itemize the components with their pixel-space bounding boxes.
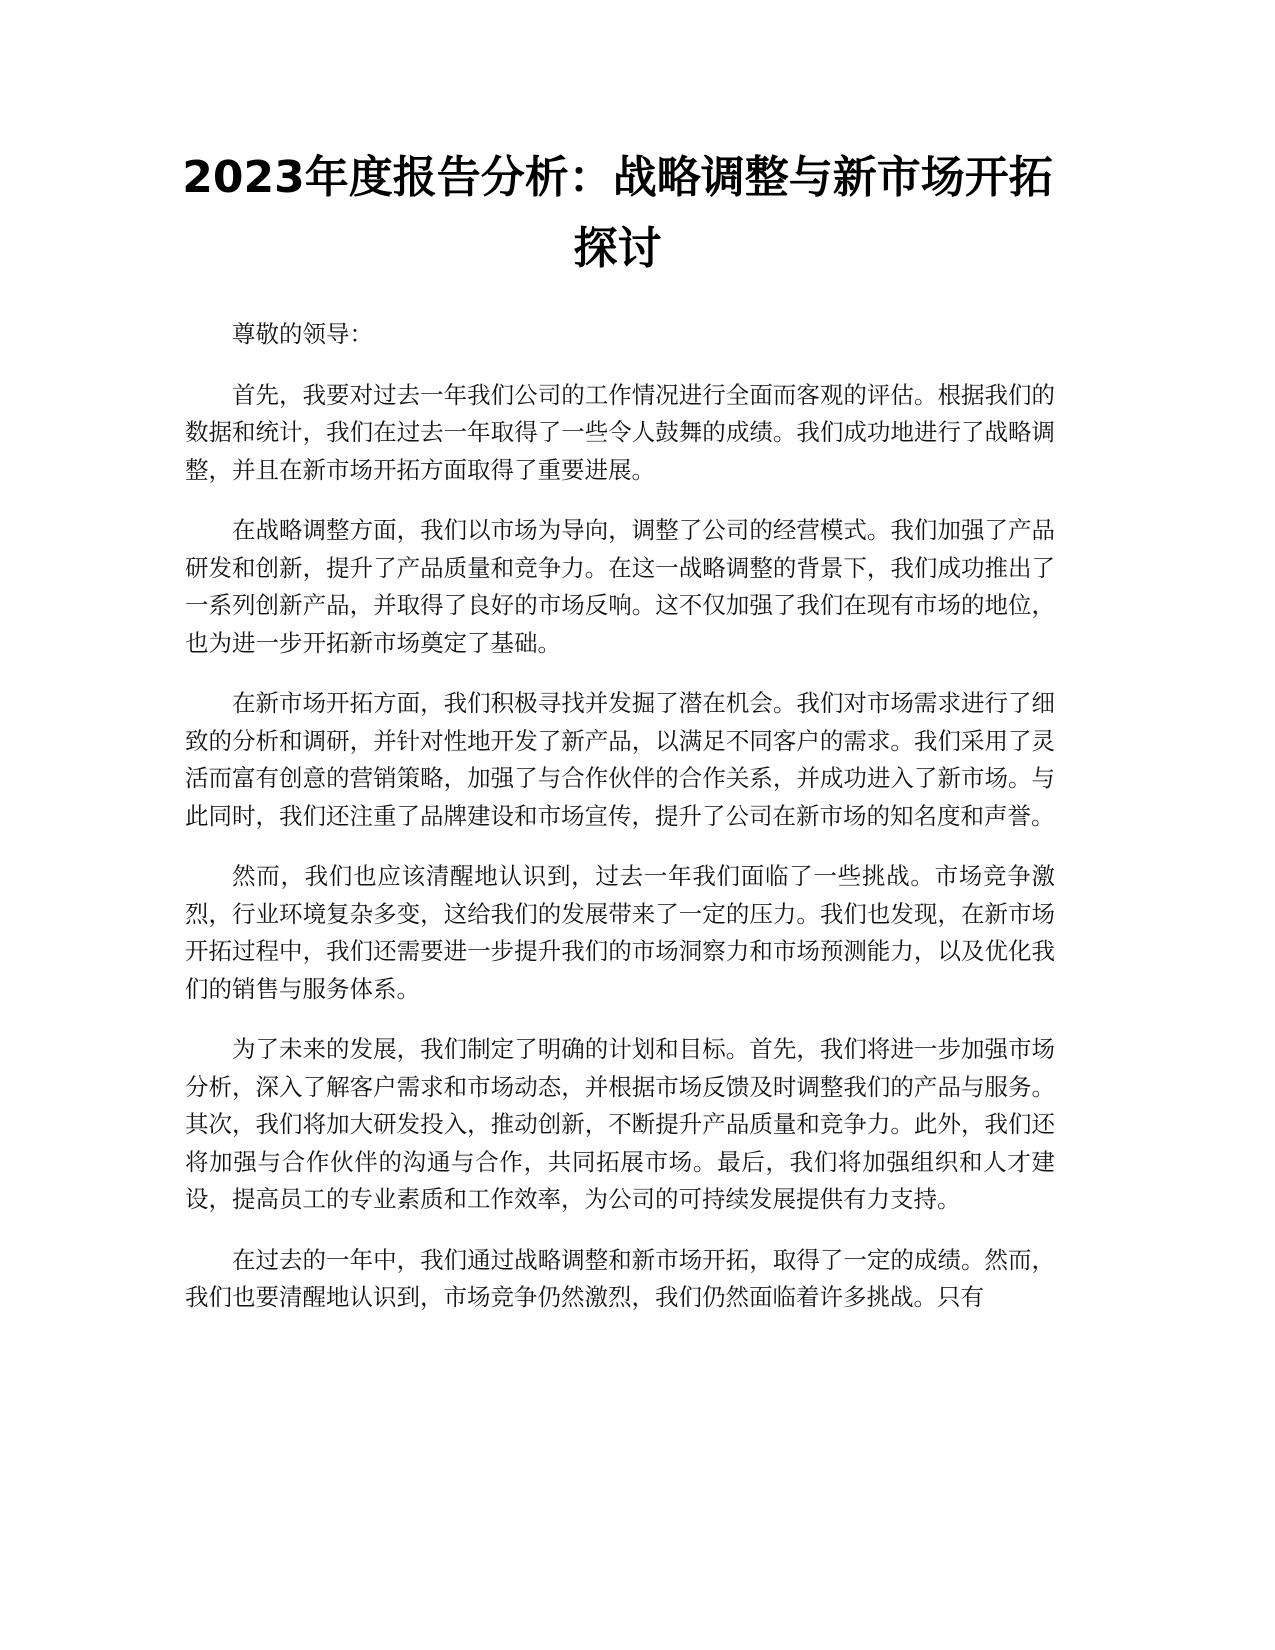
paragraph-5: 为了未来的发展，我们制定了明确的计划和目标。首先，我们将进一步加强市场分析，深入了解客户需求和市场动态，并根据市场反馈及时调整我们的产品与服务。其次，我们将加大研发投入，推动创新，不断提升产品质量和竞争力。此外，我们还将加强与合作伙伴的沟通与合作，共同拓展市场。最后，我们将加强组织和人才建设，提高员工的专业素质和工作效率，为公司的可持续发展提供有力支持。: [185, 1035, 1055, 1213]
paragraph-4: 然而，我们也应该清醒地认识到，过去一年我们面临了一些挑战。市场竞争激烈，行业环境复杂多变，这给我们的发展带来了一定的压力。我们也发现，在新市场开拓过程中，我们还需要进一步提升我们的市场洞察力和市场预测能力，以及优化我们的销售与服务体系。: [185, 862, 1055, 1003]
paragraph-1: 首先，我要对过去一年我们公司的工作情况进行全面而客观的评估。根据我们的数据和统计，我们在过去一年取得了一些令人鼓舞的成绩。我们成功地进行了战略调整，并且在新市场开拓方面取得了重要进展。: [185, 380, 1055, 484]
paragraph-2: 在战略调整方面，我们以市场为导向，调整了公司的经营模式。我们加强了产品研发和创新，提升了产品质量和竞争力。在这一战略调整的背景下，我们成功推出了一系列创新产品，并取得了良好的市场反响。这不仅加强了我们在现有市场的地位，也为进一步开拓新市场奠定了基础。: [185, 516, 1055, 657]
salutation: 尊敬的领导：: [232, 320, 373, 348]
paragraph-3: 在新市场开拓方面，我们积极寻找并发掘了潜在机会。我们对市场需求进行了细致的分析和调研，并针对性地开发了新产品，以满足不同客户的需求。我们采用了灵活而富有创意的营销策略，加强了与合作伙伴的合作关系，并成功进入了新市场。与此同时，我们还注重了品牌建设和市场宣传，提升了公司在新市场的知名度和声誉。: [185, 689, 1055, 830]
document-title: 2023年度报告分析：战略调整与新市场开拓探讨: [182, 152, 1053, 274]
document-body: [185, 316, 1055, 1340]
paragraph-6: 在过去的一年中，我们通过战略调整和新市场开拓，取得了一定的成绩。然而，我们也要清醒地认识到，市场竞争仍然激烈，我们仍然面临着许多挑战。只有: [185, 1245, 1055, 1311]
